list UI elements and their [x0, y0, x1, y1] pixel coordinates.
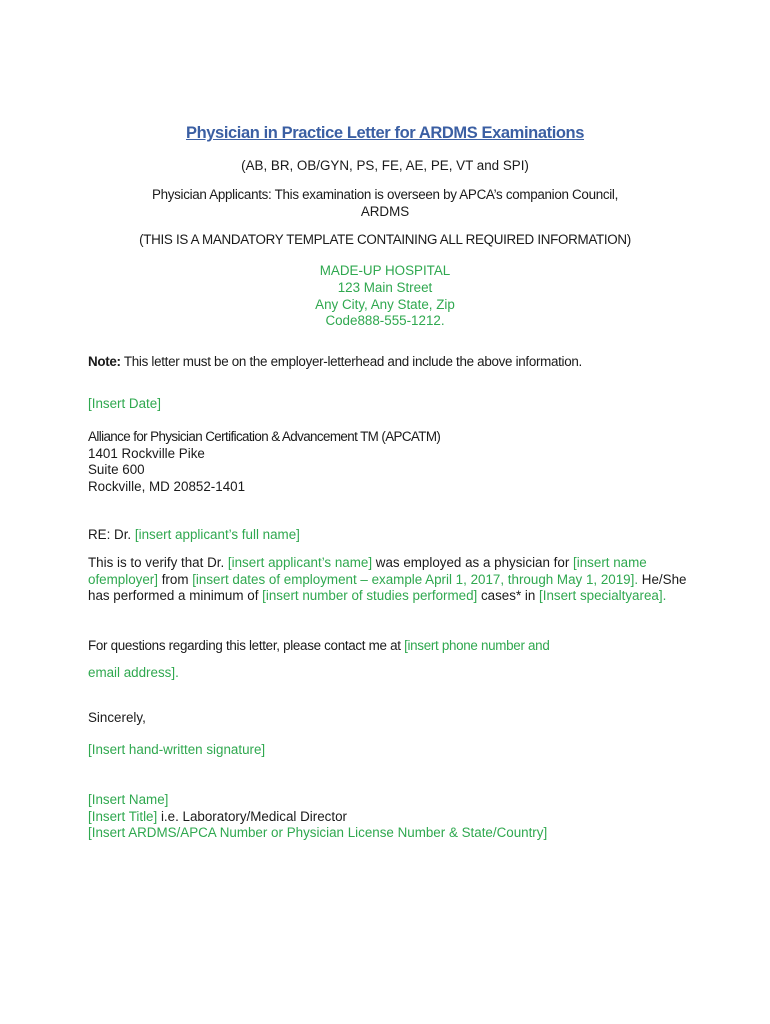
body-employer-placeholder: [insert name ofemployer] [88, 555, 647, 587]
body-text-1: This is to verify that Dr. [88, 555, 228, 570]
verification-paragraph [88, 555, 688, 605]
body-text-2: was employed as a physician for [372, 555, 574, 570]
body-text-4: He/She has performed a minimum of [88, 571, 687, 604]
questions-placeholder-1: [insert phone number and [404, 638, 550, 653]
note [88, 353, 582, 370]
body-studies-placeholder: [insert number of studies performed] [262, 588, 478, 604]
exam-list: (AB, BR, OB/GYN, PS, FE, AE, PE, VT and SPI) [241, 158, 529, 173]
re-line [88, 526, 300, 543]
questions-text: For questions regarding this letter, please contact me at [88, 638, 405, 653]
letterhead-code: Code888-555-1212. [325, 313, 445, 328]
signature-placeholder: [Insert hand-written signature] [88, 742, 266, 757]
body-specialty-placeholder: [Insert specialtyarea]. [539, 588, 667, 604]
applicants-line-2: ARDMS [360, 204, 410, 219]
signoff-title-text: i.e. Laboratory/Medical Director [157, 809, 347, 824]
address-org: Alliance for Physician Certification & Advancement TM (APCATM) [88, 429, 441, 444]
address-line-3: Rockville, MD 20852-1401 [88, 479, 246, 494]
body-text-3: from [157, 571, 193, 587]
letterhead-hospital: MADE-UP HOSPITAL [319, 263, 451, 278]
re-prefix: RE: Dr. [88, 527, 135, 542]
signoff-title-line [88, 808, 347, 825]
signoff-title-placeholder: [Insert Title] [88, 809, 158, 824]
letterhead-street: 123 Main Street [337, 280, 433, 295]
questions-placeholder-2: email address]. [88, 665, 179, 680]
address-line-2: Suite 600 [88, 462, 145, 477]
signoff-number: [Insert ARDMS/APCA Number or Physician License Number & State/Country] [88, 825, 548, 840]
body-dates-placeholder: [insert dates of employment – example April 1, 2017, through May 1, 2019]. [192, 571, 639, 587]
body-applicant-placeholder: [insert applicant’s name] [227, 555, 373, 570]
re-placeholder: [insert applicant’s full name] [134, 527, 300, 542]
questions-line [88, 637, 549, 654]
note-text: This letter must be on the employer-letterhead and include the above information. [120, 354, 582, 369]
address-line-1: 1401 Rockville Pike [88, 446, 205, 461]
applicants-line-1: Physician Applicants: This examination is overseen by APCA’s companion Council, [151, 187, 619, 202]
note-label: Note: [88, 354, 121, 369]
letterhead-city: Any City, Any State, Zip [315, 297, 455, 312]
sincerely: Sincerely, [88, 710, 146, 725]
signoff-name: [Insert Name] [88, 792, 169, 807]
page-title: Physician in Practice Letter for ARDMS Examinations [185, 124, 585, 142]
mandatory-notice: (THIS IS A MANDATORY TEMPLATE CONTAINING ALL REQUIRED INFORMATION) [139, 232, 631, 247]
body-text-5: cases* in [477, 588, 540, 604]
insert-date: [Insert Date] [88, 396, 161, 411]
